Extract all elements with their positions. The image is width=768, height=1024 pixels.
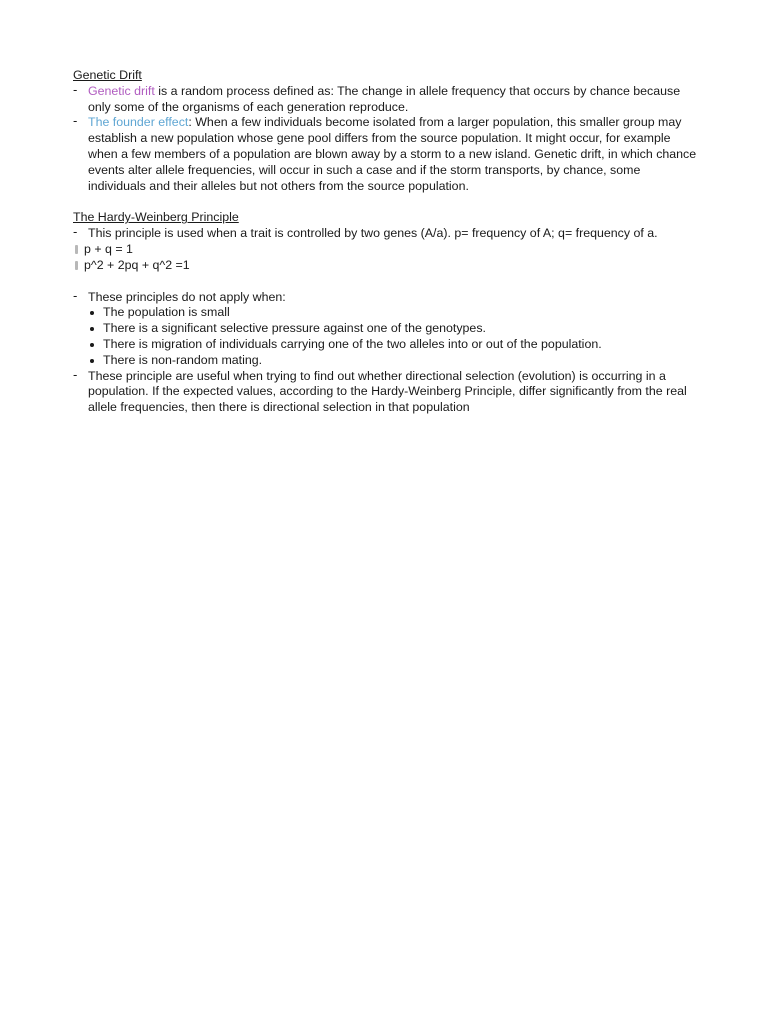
dash-bullet: - (73, 287, 78, 303)
heading-hardy-weinberg: The Hardy-Weinberg Principle (73, 210, 239, 225)
conditions-intro-text: These principles do not apply when: (88, 289, 286, 304)
item-genetic-drift-definition (73, 81, 698, 116)
heading-genetic-drift: Genetic Drift (73, 68, 142, 82)
equation-marker-icon (75, 261, 78, 270)
bullet-dot-icon (90, 359, 94, 363)
item-founder-effect (73, 115, 698, 194)
condition-list-item: There is migration of individuals carrying one of the two alleles into or out of the population. (73, 337, 698, 353)
condition-list-item: There is non-random mating. (73, 353, 698, 369)
usefulness-text: These principle are useful when trying to find out whether directional selection (evolution) is occurring in a population. If the expected values, according to the Hardy-Weinberg Principle, differ significantly from the real allele frequencies, then there is directional selection in that population (88, 368, 687, 415)
bullet-dot-icon (90, 343, 94, 347)
conditions-list (73, 305, 698, 368)
document-body (73, 68, 698, 416)
term-genetic-drift: Genetic drift (88, 83, 155, 98)
dash-bullet: - (73, 81, 78, 97)
definition-genetic-drift: is a random process defined as: The change in allele frequency that occurs by chance because only some of the organisms of each generation reproduce. (88, 83, 681, 114)
item-usefulness (73, 366, 698, 416)
item-conditions-intro (73, 287, 698, 306)
equation-marker-icon (75, 245, 78, 254)
bullet-dot-icon (90, 311, 94, 315)
term-founder-effect: The founder effect (88, 115, 189, 130)
equation-genotype-sum (73, 258, 698, 274)
dash-bullet: - (73, 113, 78, 129)
definition-founder-effect: : When a few individuals become isolated from a larger population, this smaller group may establish a new population whose gene pool differs from the source population. It might occur, for example when a few members of a population are blown away by a storm to a new island. Genetic drift, in which chance events alter allele frequencies, will occur in such a case and if the storm transports, by chance, some individuals and their alleles but not others from the source population. (88, 115, 697, 193)
item-hw-intro (73, 226, 698, 242)
dash-bullet: - (73, 366, 78, 382)
equation-allele-sum (73, 242, 698, 258)
bullet-dot-icon (90, 327, 94, 331)
equation-text: p + q = 1 (84, 241, 133, 256)
dash-bullet: - (73, 224, 78, 240)
equation-text: p^2 + 2pq + q^2 =1 (84, 257, 190, 272)
condition-list-item: The population is small (73, 305, 698, 321)
hw-intro-text: This principle is used when a trait is controlled by two genes (A/a). p= frequency of A; q= frequency of a. (88, 226, 658, 241)
condition-list-item: There is a significant selective pressure against one of the genotypes. (73, 321, 698, 337)
